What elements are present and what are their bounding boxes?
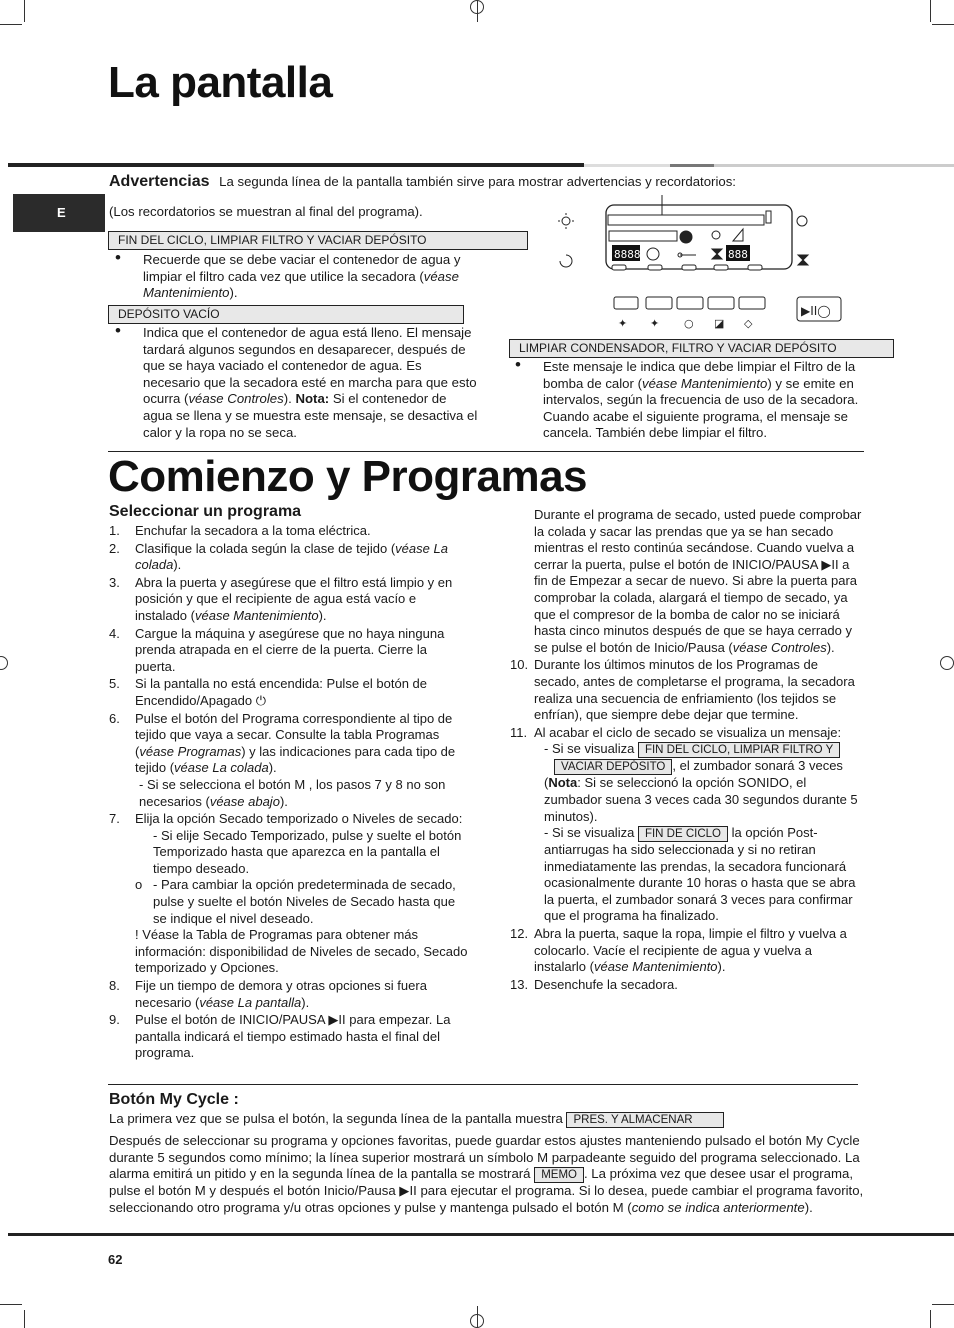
crop-mark <box>932 1304 954 1305</box>
warning-label-3: LIMPIAR CONDENSADOR, FILTRO Y VACIAR DEPÓSITO <box>509 339 894 358</box>
step-item: 8. Fije un tiempo de demora y otras opciones si fuera necesario (véase La pantalla). <box>109 978 427 1010</box>
hourglass-icon <box>712 249 722 259</box>
mycycle-text: La primera vez que se pulsa el botón, la segunda línea de la pantalla muestra PRES. Y ALMACENAR Después de seleccionar su programa y opciones favoritas, puede guardar estos ajustes manteniendo pulsado el botón My Cycle durante 5 segundos como mínimo; la línea superior mostrará un símbolo M parpadeante seguido del programa seleccionado. La alarma emitirá un pitido y en la segunda línea de la pantalla se mostrará MEMO . La próxima vez que desee usar el programa, pulse el botón M y después el botón Inicio/Pausa ▶II para ejecutar el programa. Si lo desea, puede cambiar el programa favorito, seleccionando otro programa y/u otras opciones y pulse y mantenga pulsado el botón M (como se indica anteriormente). <box>109 1111 864 1215</box>
display-digits-left: 8888 <box>614 248 641 261</box>
program-button <box>739 297 765 309</box>
shirt-icon: ✦ <box>650 317 660 330</box>
bell-icon: ◇ <box>744 317 753 330</box>
step-item: 12. Abra la puerta, saque la ropa, limpie el filtro y vuelva a colocarlo. Vacíe el recipiente de agua y vuelva a instalarlo (véase Mantenimiento). <box>510 926 847 975</box>
section-rule <box>714 164 954 167</box>
sun-icon <box>712 231 720 239</box>
program-button <box>614 297 638 309</box>
drop-icon: ○ <box>684 317 694 330</box>
divider <box>108 1084 858 1085</box>
step-item: 1. Enchufar la secadora a la toma eléctrica. <box>109 523 371 538</box>
warnings-intro2: (Los recordatorios se muestran al final del programa). <box>109 204 423 219</box>
warning-label-1: FIN DEL CICLO, LIMPIAR FILTRO Y VACIAR DEPÓSITO <box>108 231 528 250</box>
lock-icon <box>797 216 807 226</box>
crop-mark <box>477 1306 478 1328</box>
section-rule <box>670 164 714 167</box>
hourglass-icon <box>798 255 808 265</box>
step-item: 3. Abra la puerta y asegúrese que el filtro está limpio y en posición y que el recipiente de agua está vacío e instalado (véase Mantenimiento). <box>109 574 453 623</box>
message-label: MEMO <box>534 1167 584 1183</box>
warning-text-3: • Este mensaje le indica que debe limpiar el Filtro de la bomba de calor (véase Mantenimiento) y se emite en intervalos, según la frecuencia de uso de la secadora. Cuando acabe el siguiente programa, el mensaje se cancela. También debe limpiar el filtro. <box>509 359 894 442</box>
step-item: 9. Pulse el botón de INICIO/PAUSA ▶II para empezar. La pantalla indicará el tiempo estimado hasta el final del programa. <box>109 1012 451 1061</box>
program-button <box>646 297 672 309</box>
crop-mark <box>930 1310 931 1328</box>
subheading: Seleccionar un programa <box>109 503 302 520</box>
step-item: 7. Elija la opción Secado temporizado o Niveles de secado: - Si elije Secado Temporizado, pulse y suelte el botón Temporizado hasta que aparezca en la pantalla el tiempo deseado. o - Para cambiar la opción predeterminada de secado, pulse y suelte el botón Niveles de Secado hasta que se indique el nivel deseado. ! Véase la Tabla de Programas para obtener más información: disponibilidad de Niveles de secado, Secado temporizado y Opciones. <box>109 811 468 976</box>
drum-icon <box>680 231 692 243</box>
warning-list-3 <box>509 359 894 442</box>
warning-label-2: DEPÓSITO VACÍO <box>108 305 464 324</box>
shirt-icon: ✦ <box>618 317 628 330</box>
page-title: La pantalla <box>108 58 333 107</box>
start-pause-icon: ▶II◯ <box>801 304 831 318</box>
eco-icon <box>647 248 659 260</box>
crop-mark <box>24 0 25 22</box>
section-title: Comienzo y Programas <box>108 452 588 501</box>
warnings-intro-text: La segunda línea de la pantalla también sirve para mostrar advertencias y recordatorios: <box>219 174 736 189</box>
crop-mark <box>24 1310 25 1328</box>
sun-icon <box>562 217 570 225</box>
registration-mark <box>470 0 484 14</box>
display-panel-illustration <box>548 195 848 335</box>
message-label: VACIAR DEPÓSITO <box>554 759 672 775</box>
registration-mark <box>940 656 954 670</box>
steps-left <box>109 523 469 1063</box>
warning-text-2: • Indica que el contenedor de agua está lleno. El mensaje tardará algunos segundos en desaparecer, después de que se haya vaciado el contenedor de agua. Es necesario que la secadora esté en marcha para que esto ocurra (véase Controles). Nota: Si el contenedor de agua se llena y se muestra este mensaje, se desactiva el calor y la ropa no se seca. <box>109 325 479 441</box>
message-label: PRES. Y ALMACENAR <box>566 1112 723 1128</box>
section-rule <box>8 163 584 167</box>
message-label: FIN DE CICLO <box>638 826 728 842</box>
step-item: 2. Clasifique la colada según la clase de tejido (véase La colada). <box>109 540 448 573</box>
footer-rule <box>8 1233 954 1236</box>
mycycle-heading: Botón My Cycle : <box>109 1091 239 1108</box>
crop-mark <box>0 24 22 25</box>
step-item: 10. Durante los últimos minutos de los Programas de secado, antes de completarse el programa, la secadora realiza una secuencia de enfriamiento (los tejidos se enfrían), que siempre debe dejar que termine. <box>510 657 855 723</box>
crop-mark <box>932 24 954 25</box>
program-button <box>677 297 703 309</box>
steps-right <box>510 507 865 994</box>
page-number: 62 <box>108 1252 123 1267</box>
crop-mark <box>0 1304 22 1305</box>
warning-list-1 <box>109 252 497 302</box>
section-rule <box>584 164 670 167</box>
warning-text-1: • Recuerde que se debe vaciar el contenedor de agua y limpiar el filtro cada vez que utilice la secadora (véase Mantenimiento). <box>109 252 497 302</box>
crop-mark <box>930 0 931 22</box>
warnings-heading: Advertencias <box>109 173 210 190</box>
warning-list-2 <box>109 325 479 441</box>
step-item: 11. Al acabar el ciclo de secado se visualiza un mensaje: - Si se visualiza FIN DEL CICLO, LIMPIAR FILTRO Y VACIAR DEPÓSITO , el zumbador sonará 3 veces (Nota: Si se seleccionó la opción SONIDO, el zumbador suena 3 veces cada 30 segundos durante 5 minutos). - Si se visualiza FIN DE CICLO la opción Post-antiarrugas ha sido seleccionada y si no retiran inmediatamente las prendas, la secadora funcionará ocasionalmente durante 10 horas o hasta que se abra la puerta, el zumbador sonará 3 veces para confirmar que el programa ha finalizado. <box>510 724 858 924</box>
right-paragraph: Durante el programa de secado, usted puede comprobar la colada y sacar las prendas que ya se han secado mientras el resto continúa secándose. Cuando vuelva a cerrar la puerta, pulse el botón de INICIO/PAUSA ▶II a fin de Empezar a secar de nuevo. Si abre la puerta para comprobar la colada, alargará el tiempo de secado, ya que el compresor de la bomba de calor no se iniciará hasta cinco minutos después de que se haya cerrado y se pulse el botón de Inicio/Pausa (véase Controles). <box>534 507 862 655</box>
program-button <box>708 297 734 309</box>
warnings-intro <box>109 174 829 191</box>
cycle-icon <box>560 255 572 267</box>
iron-icon: ◪ <box>714 317 725 330</box>
step-item: 13. Desenchufe la secadora. <box>510 976 678 992</box>
message-label: FIN DEL CICLO, LIMPIAR FILTRO Y <box>638 742 840 758</box>
step-item: 5. Si la pantalla no está encendida: Pulse el botón de Encendido/Apagado ⏻ <box>109 676 427 708</box>
registration-mark <box>0 656 8 670</box>
step-item: 4. Cargue la máquina y asegúrese que no haya ninguna prenda atrapada en el cierre de la puerta. Cierre la puerta. <box>109 625 445 674</box>
step-item: 6. Pulse el botón del Programa correspondiente al tipo de tejido que vaya a secar. Consulte la tabla Programas (véase Programas) y las indicaciones para cada tipo de tejido (véase La colada). - Si se selecciona el botón M , los pasos 7 y 8 no son necesarios (véase abajo). <box>109 710 456 809</box>
display-digits-right: 888 <box>728 248 748 261</box>
language-tab: E <box>13 194 105 232</box>
